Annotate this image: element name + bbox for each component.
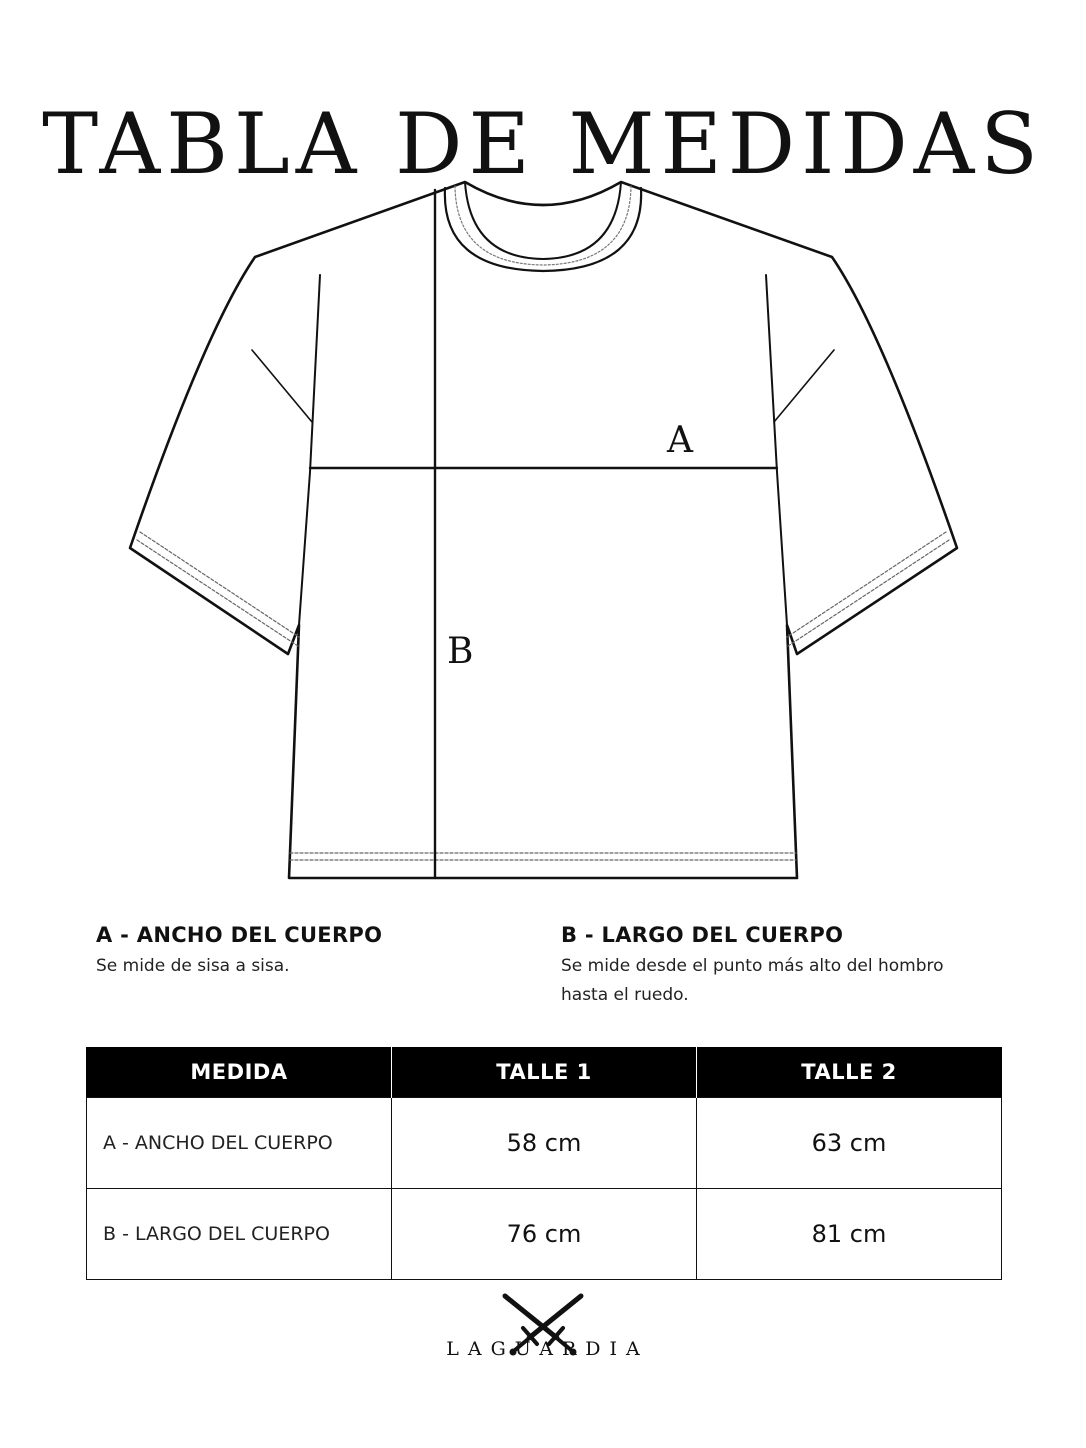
table-row [87, 1098, 1002, 1189]
right-shoulder-seam [766, 275, 787, 625]
table-header-row [87, 1047, 1002, 1098]
row-b-talle-1: 76 cm [392, 1189, 697, 1280]
table-row [87, 1189, 1002, 1280]
measure-a-text: Se mide de sisa a sisa. [96, 956, 290, 976]
measure-a-heading: A - ANCHO DEL CUERPO [96, 923, 383, 947]
brand-name: LAGUARDIA [446, 1338, 649, 1360]
row-a-talle-1: 58 cm [392, 1098, 697, 1189]
row-b-talle-2: 81 cm [697, 1189, 1002, 1280]
left-shoulder-seam [299, 275, 320, 625]
header-medida: MEDIDA [87, 1047, 392, 1098]
measure-b-label: B [447, 631, 474, 672]
row-a-talle-2: 63 cm [697, 1098, 1002, 1189]
measure-b-text-line-1: Se mide desde el punto más alto del hombro [561, 956, 944, 976]
measure-b-description [561, 918, 1021, 1010]
row-a-label: A - ANCHO DEL CUERPO [87, 1098, 392, 1189]
header-talle-2: TALLE 2 [697, 1047, 1002, 1098]
measure-a-description [96, 918, 516, 981]
tshirt-outline [130, 182, 957, 878]
page-title: TABLA DE MEDIDAS [42, 95, 1044, 194]
row-b-label: B - LARGO DEL CUERPO [87, 1189, 392, 1280]
measure-b-heading: B - LARGO DEL CUERPO [561, 923, 844, 947]
header-talle-1: TALLE 1 [392, 1047, 697, 1098]
size-table [86, 1047, 1002, 1280]
measure-b-text-line-2: hasta el ruedo. [561, 985, 689, 1005]
measure-a-label: A [667, 420, 693, 461]
